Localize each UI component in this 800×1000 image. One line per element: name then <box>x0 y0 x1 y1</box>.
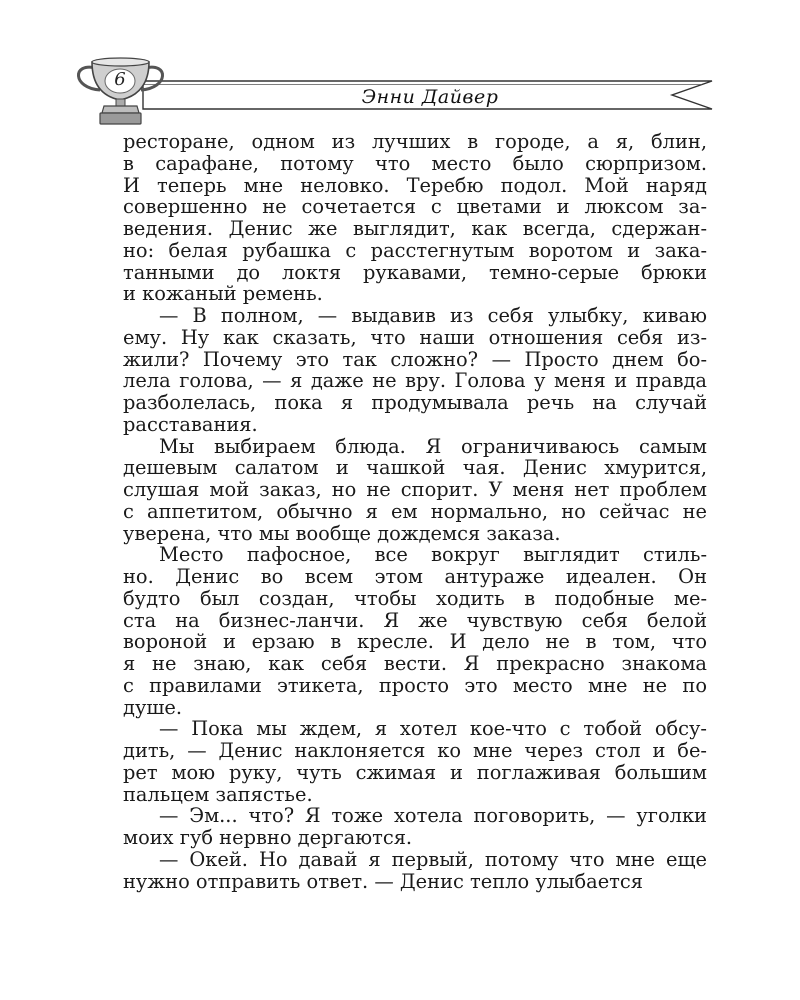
text-line: Место пафосное, все вокруг выглядит стиль- <box>159 543 707 567</box>
page-number: 6 <box>114 69 126 90</box>
text-line: ресторане, одном из лучших в городе, а я, блин, <box>123 130 707 153</box>
paragraph <box>123 805 707 849</box>
text-line: дить, — Денис наклоняется ко мне через стол и бе- <box>123 739 707 762</box>
text-line: я не знаю, как себя вести. Я прекрасно знакома <box>123 652 707 675</box>
text-line: жили? Почему это так сложно? — Просто днем бо- <box>123 347 707 371</box>
text-line: с аппетитом, обычно я ем нормально, но сейчас не <box>123 499 707 523</box>
text-line: моих губ нервно дергаются. <box>123 826 413 849</box>
text-line: расставания. <box>123 412 258 436</box>
text-line: но: белая рубашка с расстегнутым воротом и зака- <box>123 238 707 262</box>
text-line: дешевым салатом и чашкой чая. Денис хмурится, <box>123 456 707 480</box>
text-line: ста на бизнес-ланчи. Я же чувствую себя белой <box>123 608 707 632</box>
text-line: лела голова, — я даже не вру. Голова у меня и правда <box>123 369 707 393</box>
paragraph <box>123 436 707 545</box>
paragraph <box>123 131 707 305</box>
paragraph <box>123 544 707 718</box>
text-line: — Окей. Но давай я первый, потому что мне еще <box>159 847 707 871</box>
text-line: в сарафане, потому что место было сюрпризом. <box>123 151 707 175</box>
text-line: — Эм... что? Я тоже хотела поговорить, — уголки <box>159 804 707 828</box>
text-line: — Пока мы ждем, я хотел кое-что с тобой обсу- <box>159 717 707 741</box>
text-line: нужно отправить ответ. — Денис тепло улыбается <box>123 869 644 893</box>
text-line: и кожаный ремень. <box>123 282 323 306</box>
text-line: — В полном, — выдавив из себя улыбку, киваю <box>159 304 707 327</box>
text-line: с правилами этикета, просто это место мне не по <box>123 673 707 697</box>
text-line: танными до локтя рукавами, темно-серые брюки <box>123 260 707 284</box>
text-line: совершенно не сочетается с цветами и люксом за- <box>123 195 707 219</box>
paragraph <box>123 305 707 436</box>
running-head-author: Энни Дайвер <box>361 86 499 108</box>
text-line: уверена, что мы вообще дождемся заказа. <box>123 521 561 545</box>
text-line: И теперь мне неловко. Теребю подол. Мой наряд <box>123 173 707 197</box>
text-line: но. Денис во всем этом антураже идеален. Он <box>123 565 707 588</box>
text-line: душе. <box>123 695 183 719</box>
text-line: рет мою руку, чуть сжимая и поглаживая большим <box>123 760 707 784</box>
running-header <box>0 0 800 140</box>
text-line: вороной и ерзаю в кресле. И дело не в том, что <box>123 630 707 654</box>
text-line: ведения. Денис же выглядит, как всегда, сдержан- <box>123 217 707 240</box>
paragraph <box>123 718 707 805</box>
text-line: слушая мой заказ, но не спорит. У меня нет проблем <box>123 478 707 501</box>
text-line: пальцем запястье. <box>123 782 313 806</box>
paragraph <box>123 849 707 893</box>
text-line: ему. Ну как сказать, что наши отношения себя из- <box>123 325 707 349</box>
text-line: будто был создан, чтобы ходить в подобные ме- <box>123 586 707 610</box>
text-line: Мы выбираем блюда. Я ограничиваюсь самым <box>159 434 707 458</box>
body-text <box>123 131 707 892</box>
text-line: разболелась, пока я продумывала речь на случай <box>123 391 707 414</box>
